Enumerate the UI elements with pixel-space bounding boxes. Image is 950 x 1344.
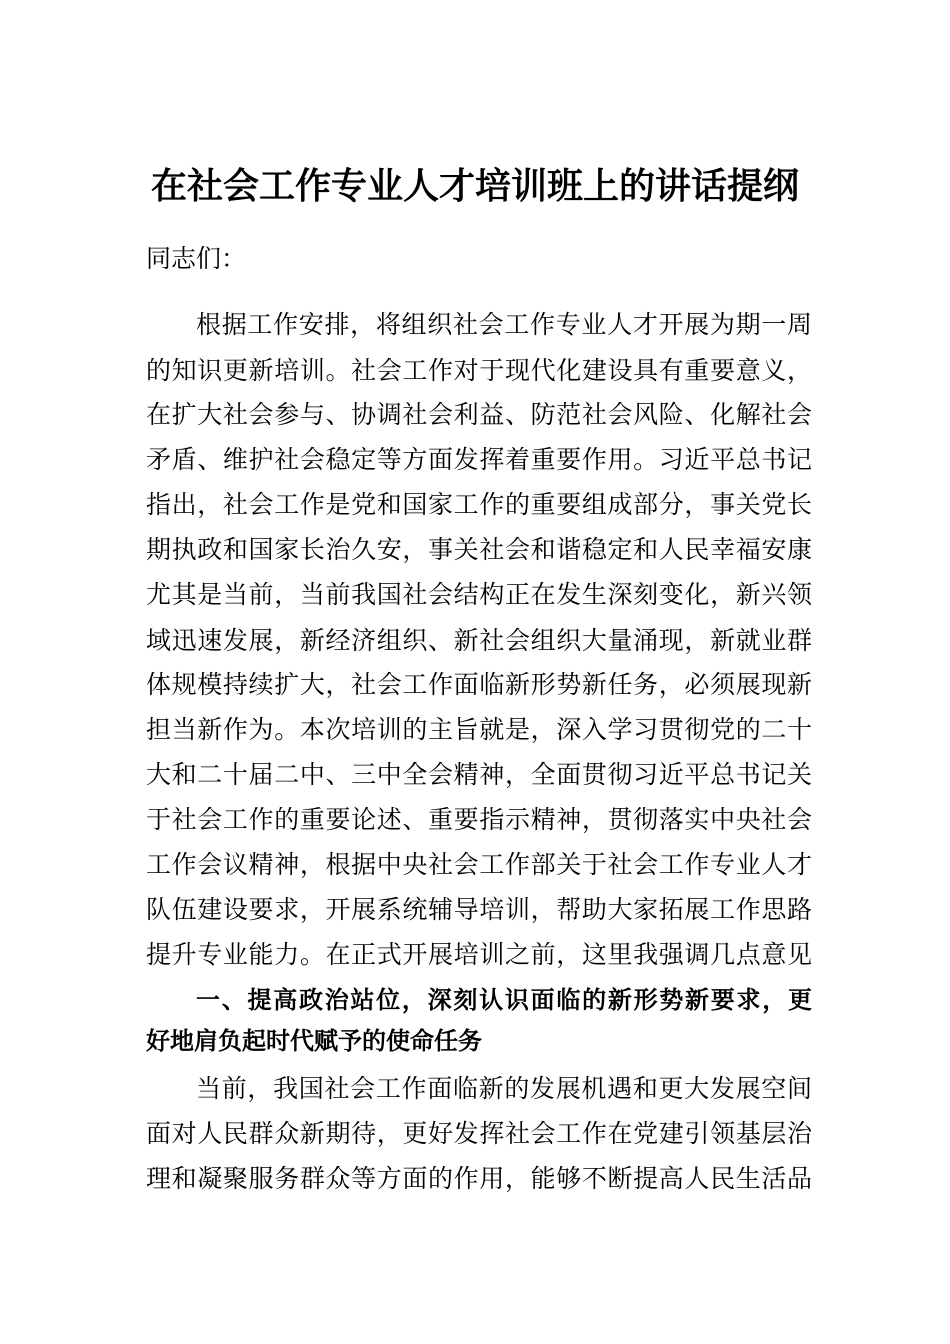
paragraph-line: 根据工作安排，将组织社会工作专业人才开展为期一周 — [196, 310, 812, 339]
paragraph-line: 尤其是当前，当前我国社会结构正在发生深刻变化，新兴领 — [146, 580, 812, 609]
document-title: 在社会工作专业人才培训班上的讲话提纲 — [150, 165, 799, 207]
paragraph-line: 工作会议精神，根据中央社会工作部关于社会工作专业人才 — [146, 850, 812, 879]
paragraph-line: 提升专业能力。在正式开展培训之前，这里我强调几点意见 — [146, 940, 812, 969]
section-heading: 好地肩负起时代赋予的使命任务 — [146, 1027, 482, 1055]
paragraph-line: 当前，我国社会工作面临新的发展机遇和更大发展空间 — [196, 1074, 812, 1103]
salutation: 同志们： — [146, 244, 247, 273]
paragraph-line: 大和二十届二中、三中全会精神，全面贯彻习近平总书记关 — [146, 760, 812, 789]
paragraph-line: 担当新作为。本次培训的主旨就是，深入学习贯彻党的二十 — [146, 715, 812, 744]
paragraph-line: 于社会工作的重要论述、重要指示精神，贯彻落实中央社会 — [146, 805, 812, 834]
paragraph-line: 的知识更新培训。社会工作对于现代化建设具有重要意义， — [146, 356, 812, 385]
paragraph-line: 期执政和国家长治久安，事关社会和谐稳定和人民幸福安康 — [146, 535, 812, 564]
paragraph-line: 矛盾、维护社会稳定等方面发挥着重要作用。习近平总书记 — [146, 445, 812, 474]
section-heading: 一、提高政治站位，深刻认识面临的新形势新要求，更 — [196, 986, 812, 1014]
paragraph-line: 域迅速发展，新经济组织、新社会组织大量涌现，新就业群 — [146, 626, 812, 655]
paragraph-line: 理和凝聚服务群众等方面的作用，能够不断提高人民生活品 — [146, 1164, 812, 1193]
paragraph-line: 指出，社会工作是党和国家工作的重要组成部分，事关党长 — [146, 490, 812, 519]
paragraph-line: 体规模持续扩大，社会工作面临新形势新任务，必须展现新 — [146, 670, 812, 699]
paragraph-line: 队伍建设要求，开展系统辅导培训，帮助大家拓展工作思路 — [146, 895, 812, 924]
paragraph-line: 在扩大社会参与、协调社会利益、防范社会风险、化解社会 — [146, 400, 812, 429]
paragraph-line: 面对人民群众新期待，更好发挥社会工作在党建引领基层治 — [146, 1119, 812, 1148]
